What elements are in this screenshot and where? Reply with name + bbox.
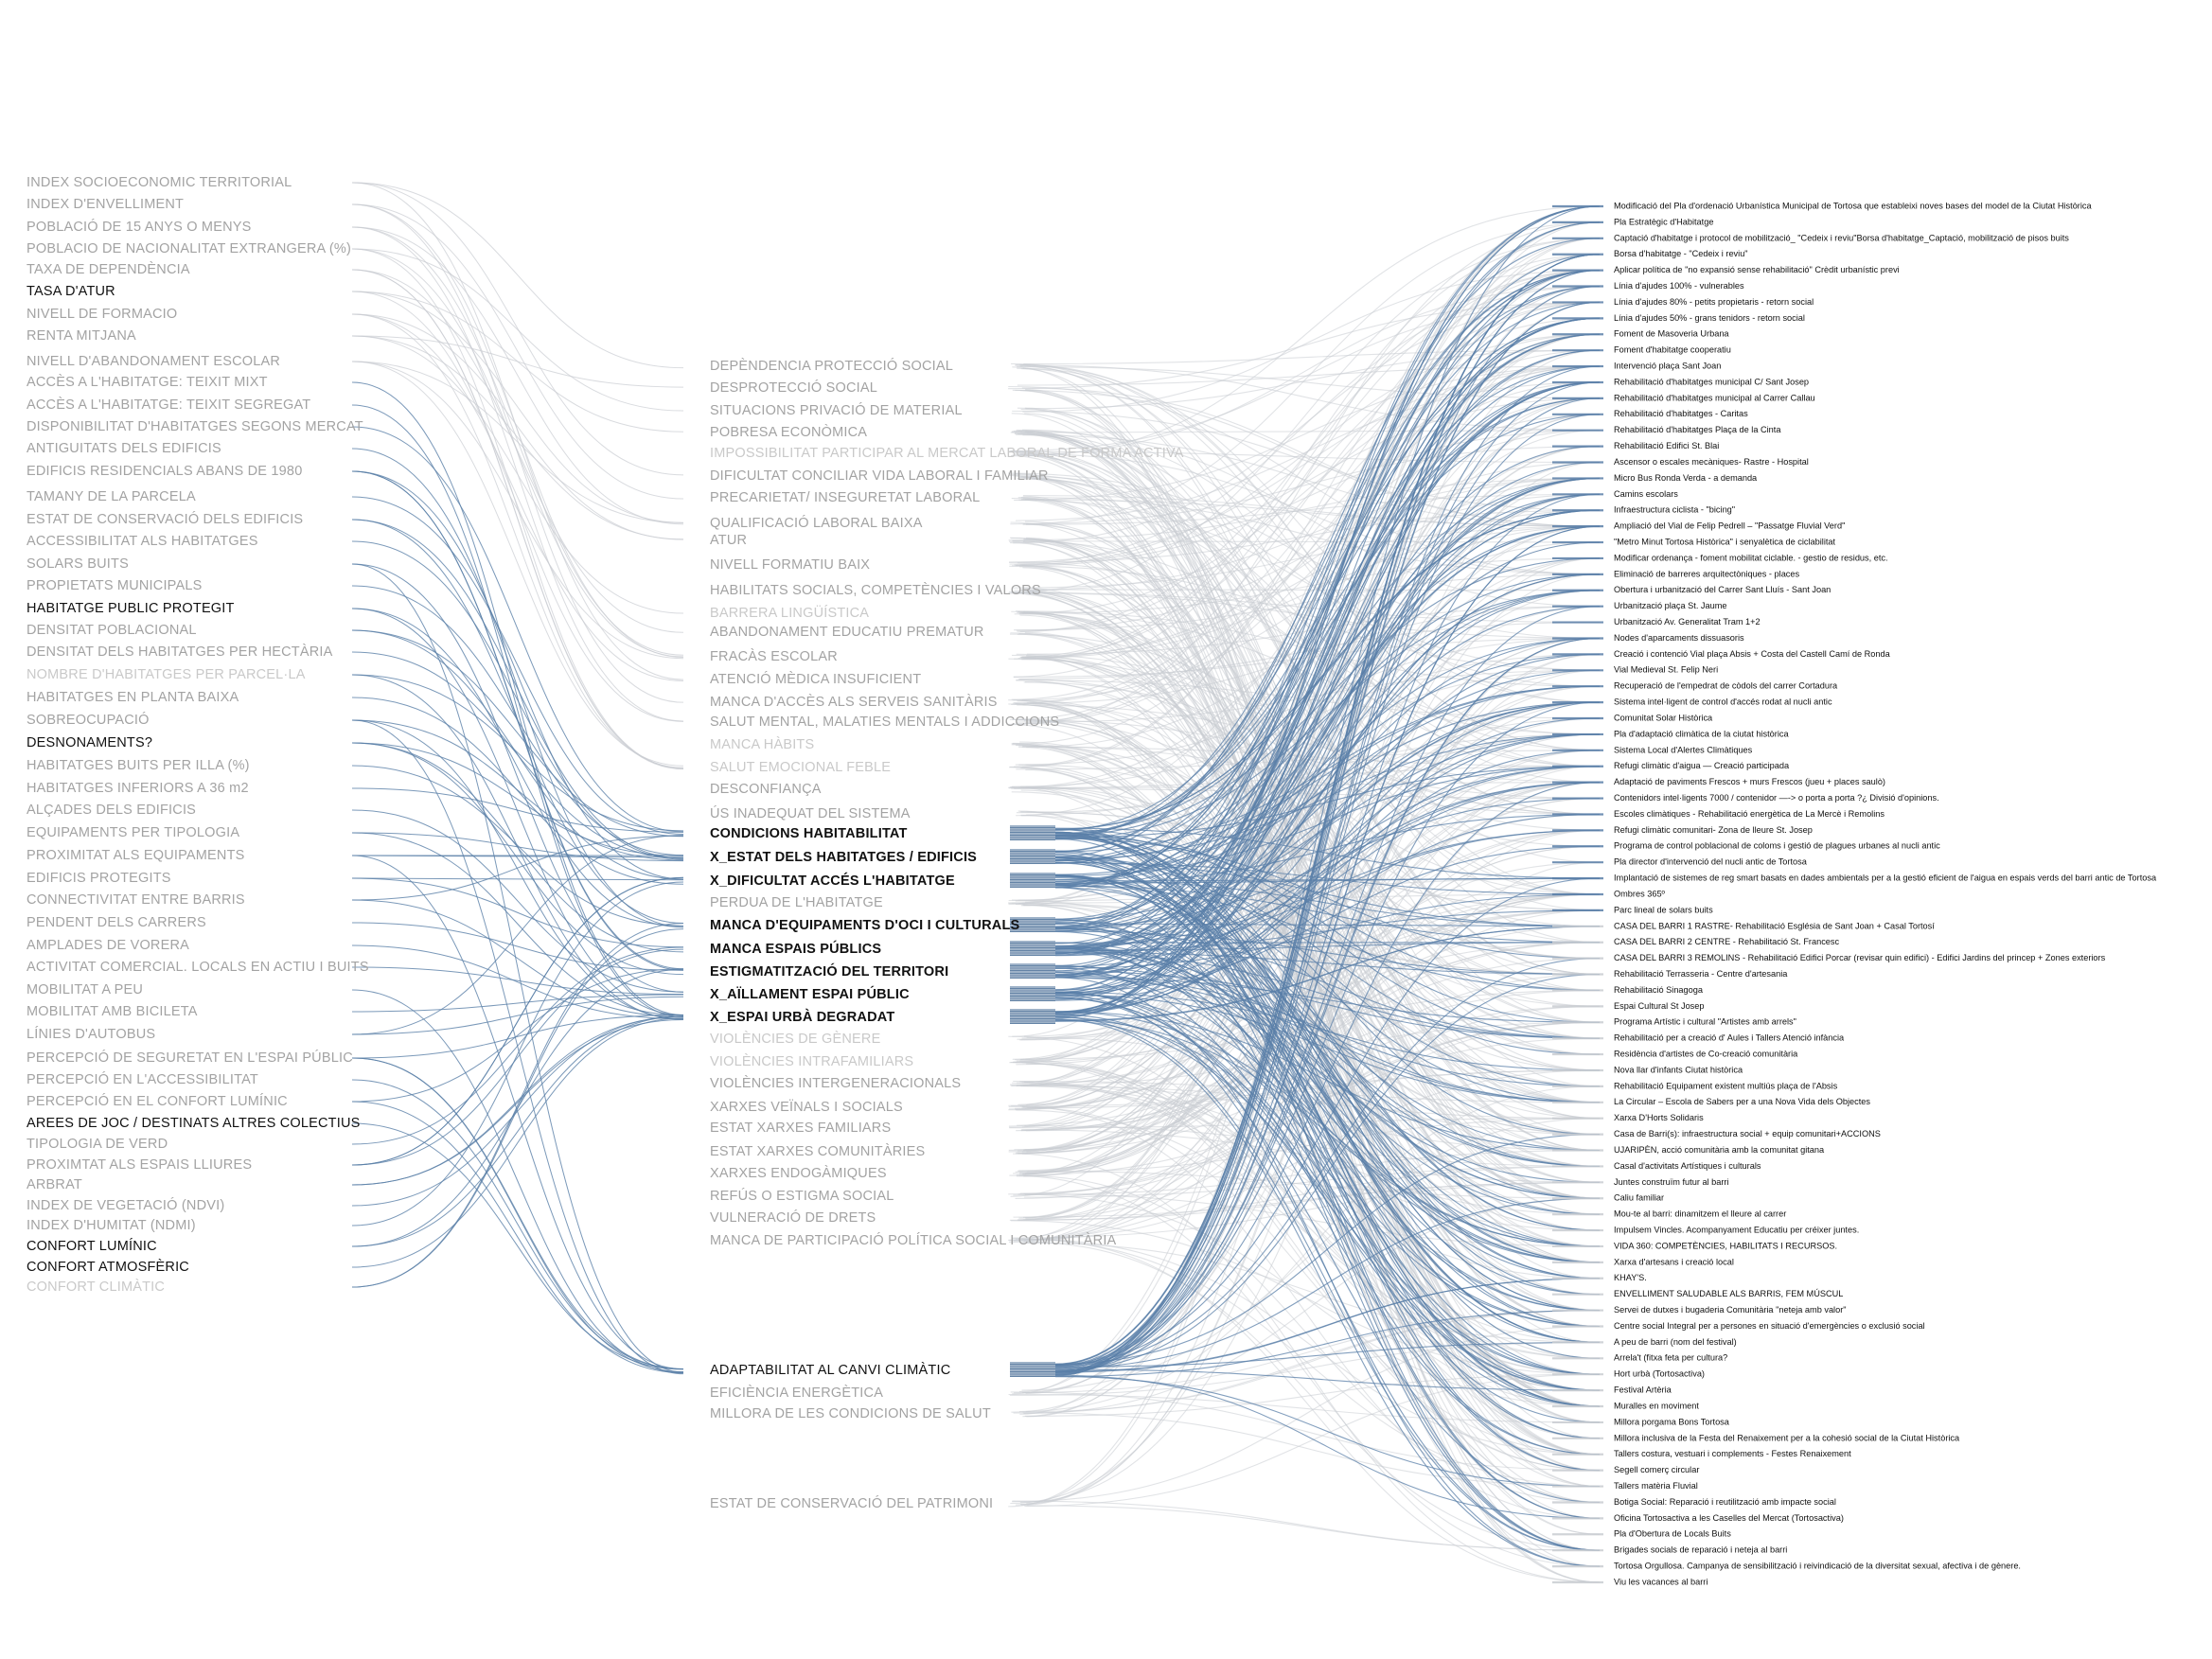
vulnerability-label: FRACÀS ESCOLAR <box>710 648 838 664</box>
link-highlight <box>352 652 683 858</box>
indicator-label: ESTAT DE CONSERVACIÓ DELS EDIFICIS <box>27 511 304 527</box>
vulnerability-label: ATENCIÓ MÈDICA INSUFICIENT <box>710 671 922 687</box>
action-label: Escoles climàtiques - Rehabilitació energètica de La Mercè i Remolins <box>1614 808 1885 819</box>
action-label: Viu les vacances al barri <box>1614 1577 1708 1587</box>
action-label: Urbanització plaça St. Jaume <box>1614 601 1727 611</box>
indicator-label: ARBRAT <box>27 1176 82 1192</box>
link-highlight <box>352 969 683 1102</box>
action-label: Rehabilitació d'habitatges Plaça de la Cinta <box>1614 425 1781 435</box>
action-label: Aplicar política de "no expansió sense rehabilitació" Crèdit urbanístic previ <box>1614 265 1900 275</box>
indicator-label: SOBREOCUPACIÓ <box>27 712 150 728</box>
vulnerability-label: SALUT MENTAL, MALATIES MENTALS I ADDICCIONS <box>710 714 1060 730</box>
indicator-label: PENDENT DELS CARRERS <box>27 914 206 930</box>
action-label: Línia d'ajudes 50% - grans tenidors - retorn social <box>1614 312 1805 323</box>
action-label: Tortosa Orgullosa. Campanya de sensibilització i reivindicació de la diversitat sexual, afectiva i de gènere. <box>1614 1561 2021 1571</box>
indicator-label: CONFORT ATMOSFÈRIC <box>27 1259 189 1275</box>
action-label: Borsa d'habitatge - "Cedeix i reviu" <box>1614 249 1748 259</box>
vulnerability-label: X_ESPAI URBÀ DEGRADAT <box>710 1009 895 1025</box>
link-highlight <box>352 900 683 1017</box>
action-label: Caliu familiar <box>1614 1192 1665 1203</box>
action-label: Implantació de sistemes de reg smart basats en dades ambientals per a la gestió eficient de l'aigua en espais verds del barri antic de Tortosa <box>1614 873 2157 883</box>
link-highlight <box>352 586 683 856</box>
link-highlight <box>352 997 683 1034</box>
action-label: Modificar ordenança - foment mobilitat ciclable. - gestio de residus, etc. <box>1614 553 1888 563</box>
vulnerability-label: NIVELL FORMATIU BAIX <box>710 556 871 573</box>
indicator-label: PERCEPCIÓ DE SEGURETAT EN L'ESPAI PÚBLIC <box>27 1050 353 1066</box>
vulnerability-label: DESPROTECCIÓ SOCIAL <box>710 379 878 396</box>
vulnerability-label: X_AÏLLAMENT ESPAI PÚBLIC <box>710 986 910 1002</box>
vulnerability-label: VIOLÈNCIES DE GÈNERE <box>710 1031 881 1047</box>
link-highlight <box>352 1018 683 1267</box>
action-label: Refugi climàtic comunitari- Zona de lleure St. Josep <box>1614 824 1813 835</box>
action-label: Casal d'activitats Artístiques i culturals <box>1614 1160 1761 1171</box>
action-label: CASA DEL BARRI 1 RASTRE- Rehabilitació Església de Sant Joan + Casal Tortosí <box>1614 921 1935 931</box>
action-label: Contenidors intel·ligents 7000 / contenidor —-> o porta a porta ?¿ Divisió d'opinions. <box>1614 792 1939 803</box>
link-highlight <box>352 856 683 1369</box>
action-label: Vial Medieval St. Felip Neri <box>1614 664 1719 675</box>
action-label: Centre social Integral per a persones en situació d'emergències o exclusió social <box>1614 1320 1925 1331</box>
action-label: Muralles en moviment <box>1614 1401 1699 1411</box>
action-label: Obertura i urbanització del Carrer Sant Lluís - Sant Joan <box>1614 585 1832 595</box>
indicator-label: TIPOLOGIA DE VERD <box>27 1136 168 1152</box>
action-label: A peu de barri (nom del festival) <box>1614 1336 1737 1347</box>
link-faded <box>352 270 683 769</box>
indicator-label: DENSITAT DELS HABITATGES PER HECTÀRIA <box>27 644 333 660</box>
action-label: Pla d'Obertura de Locals Buits <box>1614 1528 1731 1539</box>
vulnerability-label: XARXES VEÏNALS I SOCIALS <box>710 1099 903 1115</box>
indicators-column <box>27 175 369 1295</box>
indicator-label: POBLACIO DE NACIONALITAT EXTRANGERA (%) <box>27 240 351 256</box>
indicator-label: HABITATGE PUBLIC PROTEGIT <box>27 600 235 616</box>
action-label: Residència d'artistes de Co-creació comunitària <box>1614 1049 1798 1059</box>
indicator-label: TASA D'ATUR <box>27 283 115 299</box>
link-faded <box>1027 1239 1600 1582</box>
action-label: Hort urbà (Tortosactiva) <box>1614 1368 1705 1379</box>
action-label: Rehabilitació Equipament existent multiús plaça de l'Absis <box>1614 1081 1838 1091</box>
indicator-label: DESNONAMENTS? <box>27 734 153 750</box>
indicator-label: ALÇADES DELS EDIFICIS <box>27 802 197 818</box>
link-faded <box>352 270 683 632</box>
action-label: Oficina Tortosactiva a les Caselles del Mercat (Tortosactiva) <box>1614 1512 1844 1523</box>
link-highlight <box>352 630 683 837</box>
link-faded <box>1019 206 1600 456</box>
action-label: ENVELLIMENT SALUDABLE ALS BARRIS, FEM MÚSCUL <box>1614 1289 1844 1299</box>
action-label: Camins escolars <box>1614 488 1678 499</box>
link-faded <box>1024 1374 1600 1506</box>
link-faded <box>1017 367 1600 398</box>
indicator-label: SOLARS BUITS <box>27 556 129 572</box>
action-label: Parc lineal de solars buits <box>1614 905 1713 915</box>
indicator-label: NOMBRE D'HABITATGES PER PARCEL·LA <box>27 666 306 682</box>
action-label: Mou-te al barri: dinamitzem el lleure al carrer <box>1614 1209 1787 1219</box>
indicator-label: LÍNIES D'AUTOBUS <box>27 1026 156 1042</box>
action-label: "Metro Minut Tortosa Històrica" i senyalètica de ciclabilitat <box>1614 537 1836 547</box>
link-faded <box>352 362 683 659</box>
action-label: Creació i contenció Vial plaça Absis + Costa del Castell Camí de Ronda <box>1614 648 1890 659</box>
indicator-label: CONFORT CLIMÀTIC <box>27 1279 166 1295</box>
action-label: La Circular – Escola de Sabers per a una Nova Vida dels Objectes <box>1614 1097 1871 1107</box>
indicator-label: HABITATGES BUITS PER ILLA (%) <box>27 757 250 773</box>
indicator-label: CONFORT LUMÍNIC <box>27 1238 157 1254</box>
action-label: Servei de dutxes i bugaderia Comunitària "neteja amb valor" <box>1614 1305 1847 1315</box>
action-label: Intervenció plaça Sant Joan <box>1614 361 1722 371</box>
indicator-label: INDEX DE VEGETACIÓ (NDVI) <box>27 1197 225 1213</box>
action-label: KHAY'S. <box>1614 1273 1647 1283</box>
action-label: Línia d'ajudes 80% - petits propietaris - retorn social <box>1614 296 1814 307</box>
link-faded <box>1011 238 1600 592</box>
action-label: Sistema Local d'Alertes Climàtiques <box>1614 745 1753 755</box>
indicator-label: ACCÈS A L'HABITATGE: TEIXIT MIXT <box>27 374 268 390</box>
link-highlight <box>352 810 683 992</box>
vulnerability-label: MANCA DE PARTICIPACIÓ POLÍTICA SOCIAL I COMUNITÀRIA <box>710 1232 1117 1248</box>
vulnerability-label: CONDICIONS HABITABILITAT <box>710 825 908 841</box>
link-highlight <box>352 877 683 1165</box>
action-label: Brigades socials de reparació i neteja al barri <box>1614 1544 1788 1555</box>
link-highlight <box>352 923 683 970</box>
link-highlight <box>352 929 683 1287</box>
action-label: Rehabilitació Sinagoga <box>1614 984 1703 995</box>
vulnerability-label: QUALIFICACIÓ LABORAL BAIXA <box>710 515 923 531</box>
vulnerability-label: HABILITATS SOCIALS, COMPETÈNCIES I VALORS <box>710 582 1041 598</box>
indicator-label: HABITATGES INFERIORS A 36 m2 <box>27 780 249 796</box>
action-label: Xarxa d'artesans i creació local <box>1614 1257 1734 1267</box>
link-faded <box>1023 1198 1600 1413</box>
action-label: Botiga Social: Reparació i reutilització amb impacte social <box>1614 1496 1836 1507</box>
indicator-label: EDIFICIS PROTEGITS <box>27 870 171 886</box>
link-highlight <box>352 1123 683 1369</box>
link-faded <box>1009 366 1600 562</box>
vulnerability-label: ESTIGMATITZACIÓ DEL TERRITORI <box>710 963 949 980</box>
indicator-label: ACTIVITAT COMERCIAL. LOCALS EN ACTIU I BUITS <box>27 959 369 975</box>
vulnerability-label: MANCA D'EQUIPAMENTS D'OCI I CULTURALS <box>710 917 1020 933</box>
action-label: Nodes d'aparcaments dissuasoris <box>1614 632 1744 643</box>
action-label: Rehabilitació d'habitatges - Caritas <box>1614 409 1748 419</box>
action-label: Refugi climàtic d'aigua — Creació participada <box>1614 761 1790 771</box>
action-label: Foment de Masoveria Urbana <box>1614 328 1729 339</box>
link-highlight <box>352 1016 683 1246</box>
action-label: Ombres 365º <box>1614 889 1665 899</box>
action-label: Nova llar d'infants Ciutat històrica <box>1614 1065 1743 1075</box>
action-label: Micro Bus Ronda Verda - a demanda <box>1614 472 1758 483</box>
vulnerability-label: BARRERA LINGÜÍSTICA <box>710 605 870 621</box>
action-label: Tallers costura, vestuari i complements - Festes Renaixement <box>1614 1449 1851 1459</box>
indicator-label: CONNECTIVITAT ENTRE BARRIS <box>27 891 245 908</box>
action-label: Rehabilitació d'habitatges municipal al Carrer Callau <box>1614 393 1815 403</box>
vulnerability-label: ESTAT XARXES FAMILIARS <box>710 1120 892 1136</box>
action-label: Pla director d'intervenció del nucli antic de Tortosa <box>1614 856 1807 867</box>
vulnerability-label: XARXES ENDOGÀMIQUES <box>710 1165 887 1181</box>
action-label: Rehabilitació per a creació d' Aules i Tallers Atenció infància <box>1614 1032 1845 1043</box>
link-highlight <box>352 497 683 835</box>
vulnerability-label: MILLORA DE LES CONDICIONS DE SALUT <box>710 1405 991 1421</box>
action-label: Adaptació de paviments Frescos + murs Frescos (jueu + places saulò) <box>1614 777 1885 787</box>
indicator-label: HABITATGES EN PLANTA BAIXA <box>27 689 239 705</box>
action-label: Pla Estratègic d'Habitatge <box>1614 217 1714 227</box>
indicator-label: PERCEPCIÓ EN L'ACCESSIBILITAT <box>27 1071 258 1087</box>
indicator-label: PROXIMTAT ALS ESPAIS LLIURES <box>27 1156 253 1173</box>
action-label: Programa Artístic i cultural "Artistes amb arrels" <box>1614 1016 1796 1027</box>
link-faded <box>352 291 683 721</box>
vulnerability-label: IMPOSSIBILITAT PARTICIPAR AL MERCAT LABORAL DE FORMA ACTIVA <box>710 445 1184 461</box>
vulnerability-label: DESCONFIANÇA <box>710 781 822 797</box>
action-label: Juntes construïm futur al barri <box>1614 1176 1729 1187</box>
vulnerability-label: DEPÈNDENCIA PROTECCIÓ SOCIAL <box>710 358 953 374</box>
indicator-label: PERCEPCIÓ EN EL CONFORT LUMÍNIC <box>27 1093 288 1109</box>
vulnerability-label: ATUR <box>710 532 748 548</box>
vulnerability-label: MANCA ESPAIS PÚBLICS <box>710 941 882 957</box>
link-highlight <box>352 882 683 1226</box>
indicator-label: MOBILITAT AMB BICILETA <box>27 1003 198 1019</box>
vulnerability-label: PRECARIETAT/ INSEGURETAT LABORAL <box>710 489 981 505</box>
action-label: Millora porgama Bons Tortosa <box>1614 1417 1729 1427</box>
vulnerability-label: DIFICULTAT CONCILIAR VIDA LABORAL I FAMILIAR <box>710 468 1049 484</box>
vulnerability-label: REFÚS O ESTIGMA SOCIAL <box>710 1188 894 1204</box>
action-label: Millora inclusiva de la Festa del Renaixement per a la cohesió social de la Ciutat Històrica <box>1614 1433 1960 1443</box>
indicator-label: TAXA DE DEPENDÈNCIA <box>27 261 190 277</box>
indicator-label: NIVELL D'ABANDONAMENT ESCOLAR <box>27 353 281 369</box>
action-label: Urbanització Av. Generalitat Tram 1+2 <box>1614 617 1761 627</box>
indicator-label: ACCESSIBILITAT ALS HABITATGES <box>27 533 258 549</box>
indicator-label: MOBILITAT A PEU <box>27 981 144 997</box>
action-label: Captació d'habitatge i protocol de mobilització_ "Cedeix i reviu"Borsa d'habitatge_Captació, mobilització de pisos buits <box>1614 233 2069 243</box>
indicator-label: RENTA MITJANA <box>27 327 136 344</box>
link-highlight <box>352 743 683 952</box>
vulnerability-label: VULNERACIÓ DE DRETS <box>710 1209 876 1226</box>
action-label: Ampliació del Vial de Felip Pedrell – "Passatge Fluvial Verd" <box>1614 521 1846 531</box>
action-label: Rehabilitació Terrasseria - Centre d'artesania <box>1614 968 1788 979</box>
indicator-label: DISPONIBILITAT D'HABITATGES SEGONS MERCAT <box>27 418 363 434</box>
action-label: Eliminació de barreres arquitectòniques - places <box>1614 569 1800 579</box>
action-label: VIDA 360: COMPETÈNCIES, HABILITATS I RECURSOS. <box>1614 1241 1838 1251</box>
link-highlight <box>352 1019 683 1185</box>
action-label: Línia d'ajudes 100% - vulnerables <box>1614 280 1744 291</box>
vulnerability-label: ÚS INADEQUAT DEL SISTEMA <box>710 805 911 821</box>
link-highlight <box>352 1016 683 1185</box>
link-highlight <box>352 878 683 947</box>
action-label: Xarxa D'Horts Solidaris <box>1614 1113 1704 1123</box>
indicator-label: NIVELL DE FORMACIO <box>27 306 178 322</box>
vulnerability-label: SITUACIONS PRIVACIÓ DE MATERIAL <box>710 402 963 418</box>
vulnerability-label: MANCA HÀBITS <box>710 736 815 752</box>
link-highlight <box>352 878 683 880</box>
action-label: Rehabilitació d'habitatges municipal C/ Sant Josep <box>1614 377 1810 387</box>
vulnerability-label: EFICIÈNCIA ENERGÈTICA <box>710 1385 884 1401</box>
action-label: Modificació del Pla d'ordenació Urbanística Municipal de Tortosa que estableixi noves bases del model de la Ciutat Històrica <box>1614 201 2092 211</box>
indicator-label: ANTIGUITATS DELS EDIFICIS <box>27 440 221 456</box>
action-label: Comunitat Solar Històrica <box>1614 713 1713 723</box>
vulnerability-label: VIOLÈNCIES INTRAFAMILIARS <box>710 1053 914 1069</box>
indicator-label: ACCÈS A L'HABITATGE: TEIXIT SEGREGAT <box>27 397 311 413</box>
action-label: Rehabilitació Edifici St. Blai <box>1614 441 1720 451</box>
action-label: Sistema intel·ligent de control d'accés rodat al nucli antic <box>1614 697 1832 707</box>
indicator-label: PROXIMITAT ALS EQUIPAMENTS <box>27 847 245 863</box>
vulnerability-label: POBRESA ECONÒMICA <box>710 424 868 440</box>
action-label: CASA DEL BARRI 2 CENTRE - Rehabilitació St. Francesc <box>1614 937 1840 947</box>
vulnerability-label: ABANDONAMENT EDUCATIU PREMATUR <box>710 624 984 640</box>
link-faded <box>352 204 683 658</box>
vulnerability-label: ESTAT XARXES COMUNITÀRIES <box>710 1143 926 1159</box>
link-highlight <box>352 967 683 995</box>
indicator-label: DENSITAT POBLACIONAL <box>27 622 197 638</box>
indicator-label: PROPIETATS MUNICIPALS <box>27 577 203 593</box>
action-label: Impulsem Vincles. Acompanyament Educatiu per créixer juntes. <box>1614 1225 1860 1235</box>
indicator-label: AMPLADES DE VORERA <box>27 937 190 953</box>
link-highlight <box>352 1080 683 1369</box>
indicator-label: INDEX SOCIOECONOMIC TERRITORIAL <box>27 174 292 190</box>
vulnerability-label: X_DIFICULTAT ACCÉS L'HABITATGE <box>710 873 955 889</box>
action-label: Foment d'habitatge cooperatiu <box>1614 344 1731 355</box>
action-label: Tallers matèria Fluvial <box>1614 1480 1698 1491</box>
vulnerability-label: VIOLÈNCIES INTERGENERACIONALS <box>710 1075 962 1091</box>
indicator-label: POBLACIÓ DE 15 ANYS O MENYS <box>27 219 252 235</box>
link-faded <box>1023 1413 1600 1487</box>
link-faded <box>352 183 683 368</box>
actions-column <box>1614 201 2157 1586</box>
action-label: Segell comerç circular <box>1614 1465 1700 1475</box>
link-faded <box>352 336 683 613</box>
action-label: Arrela't (fitxa feta per cultura? <box>1614 1352 1728 1363</box>
indicator-label: EDIFICIS RESIDENCIALS ABANS DE 1980 <box>27 463 303 479</box>
link-faded <box>352 362 683 766</box>
vulnerability-label: ESTAT DE CONSERVACIÓ DEL PATRIMONI <box>710 1495 994 1511</box>
indicator-label: INDEX D'HUMITAT (NDMI) <box>27 1217 196 1233</box>
action-label: Pla d'adaptació climàtica de la ciutat històrica <box>1614 729 1789 739</box>
link-faded <box>352 314 683 681</box>
vulnerability-label: ADAPTABILITAT AL CANVI CLIMÀTIC <box>710 1362 951 1378</box>
action-label: Espai Cultural St Josep <box>1614 1000 1705 1011</box>
action-label: UJARIPÈN, acció comunitària amb la comunitat gitana <box>1614 1144 1825 1155</box>
vulnerability-label: PERDUA DE L'HABITATGE <box>710 894 883 910</box>
action-label: Infraestructura ciclista - "bicing" <box>1614 504 1736 515</box>
indicator-label: TAMANY DE LA PARCELA <box>27 488 196 504</box>
action-label: Programa de control poblacional de coloms i gestió de plagues urbanes al nucli antic <box>1614 840 1940 851</box>
action-label: Festival Artèria <box>1614 1385 1672 1395</box>
indicator-label: AREES DE JOC / DESTINATS ALTRES COLECTIUS <box>27 1115 361 1131</box>
vulnerability-label: X_ESTAT DELS HABITATGES / EDIFICIS <box>710 849 978 865</box>
action-label: Casa de Barri(s): infraestructura social + equip comunitari+ACCIONS <box>1614 1129 1881 1139</box>
action-label: Recuperació de l'empedrat de còdols del carrer Cortadura <box>1614 680 1838 691</box>
indicator-label: EQUIPAMENTS PER TIPOLOGIA <box>27 824 240 840</box>
action-label: CASA DEL BARRI 3 REMOLINS - Rehabilitació Edifici Porcar (revisar quin edifici) - Edifici Jardins del princep + Zones exteriors <box>1614 953 2106 963</box>
link-highlight <box>352 520 683 858</box>
action-label: Ascensor o escales mecàniques- Rastre - Hospital <box>1614 456 1809 467</box>
vulnerability-label: SALUT EMOCIONAL FEBLE <box>710 759 892 775</box>
vulnerability-label: MANCA D'ACCÈS ALS SERVEIS SANITÀRIS <box>710 694 998 710</box>
indicator-label: INDEX D'ENVELLIMENT <box>27 196 185 212</box>
